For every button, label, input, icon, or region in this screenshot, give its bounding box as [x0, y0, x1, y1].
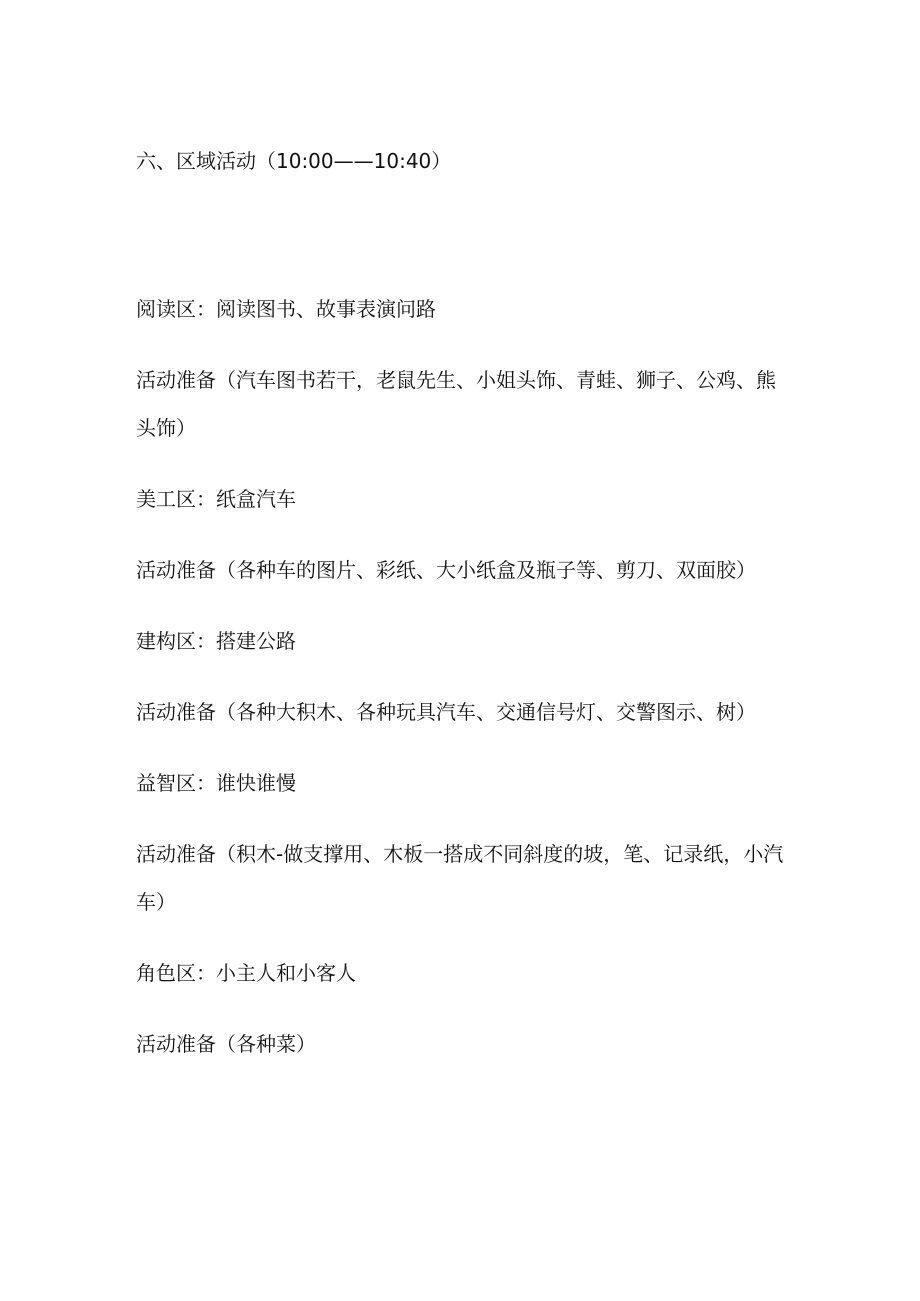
construction-area-title: 建构区：搭建公路 [136, 629, 296, 653]
construction-area-materials: 活动准备（各种大积木、各种玩具汽车、交通信号灯、交警图示、树） [136, 700, 756, 724]
art-area-materials: 活动准备（各种车的图片、彩纸、大小纸盒及瓶子等、剪刀、双面胶） [136, 558, 756, 582]
document-body [136, 285, 786, 1091]
art-area-title: 美工区：纸盒汽车 [136, 487, 296, 511]
reading-area-materials: 活动准备（汽车图书若干，老鼠先生、小姐头饰、青蛙、狮子、公鸡、熊头饰） [136, 368, 776, 440]
puzzle-area-title: 益智区：谁快谁慢 [136, 771, 296, 795]
puzzle-area-materials: 活动准备（积木-做支撑用、木板一搭成不同斜度的坡，笔、记录纸，小汽车） [136, 842, 784, 914]
role-play-area-title: 角色区：小主人和小客人 [136, 961, 356, 985]
role-play-area-materials: 活动准备（各种菜） [136, 1032, 316, 1056]
section-title: 六、区域活动（10:00——10:40） [136, 149, 452, 173]
reading-area-title: 阅读区：阅读图书、故事表演问路 [136, 297, 436, 321]
